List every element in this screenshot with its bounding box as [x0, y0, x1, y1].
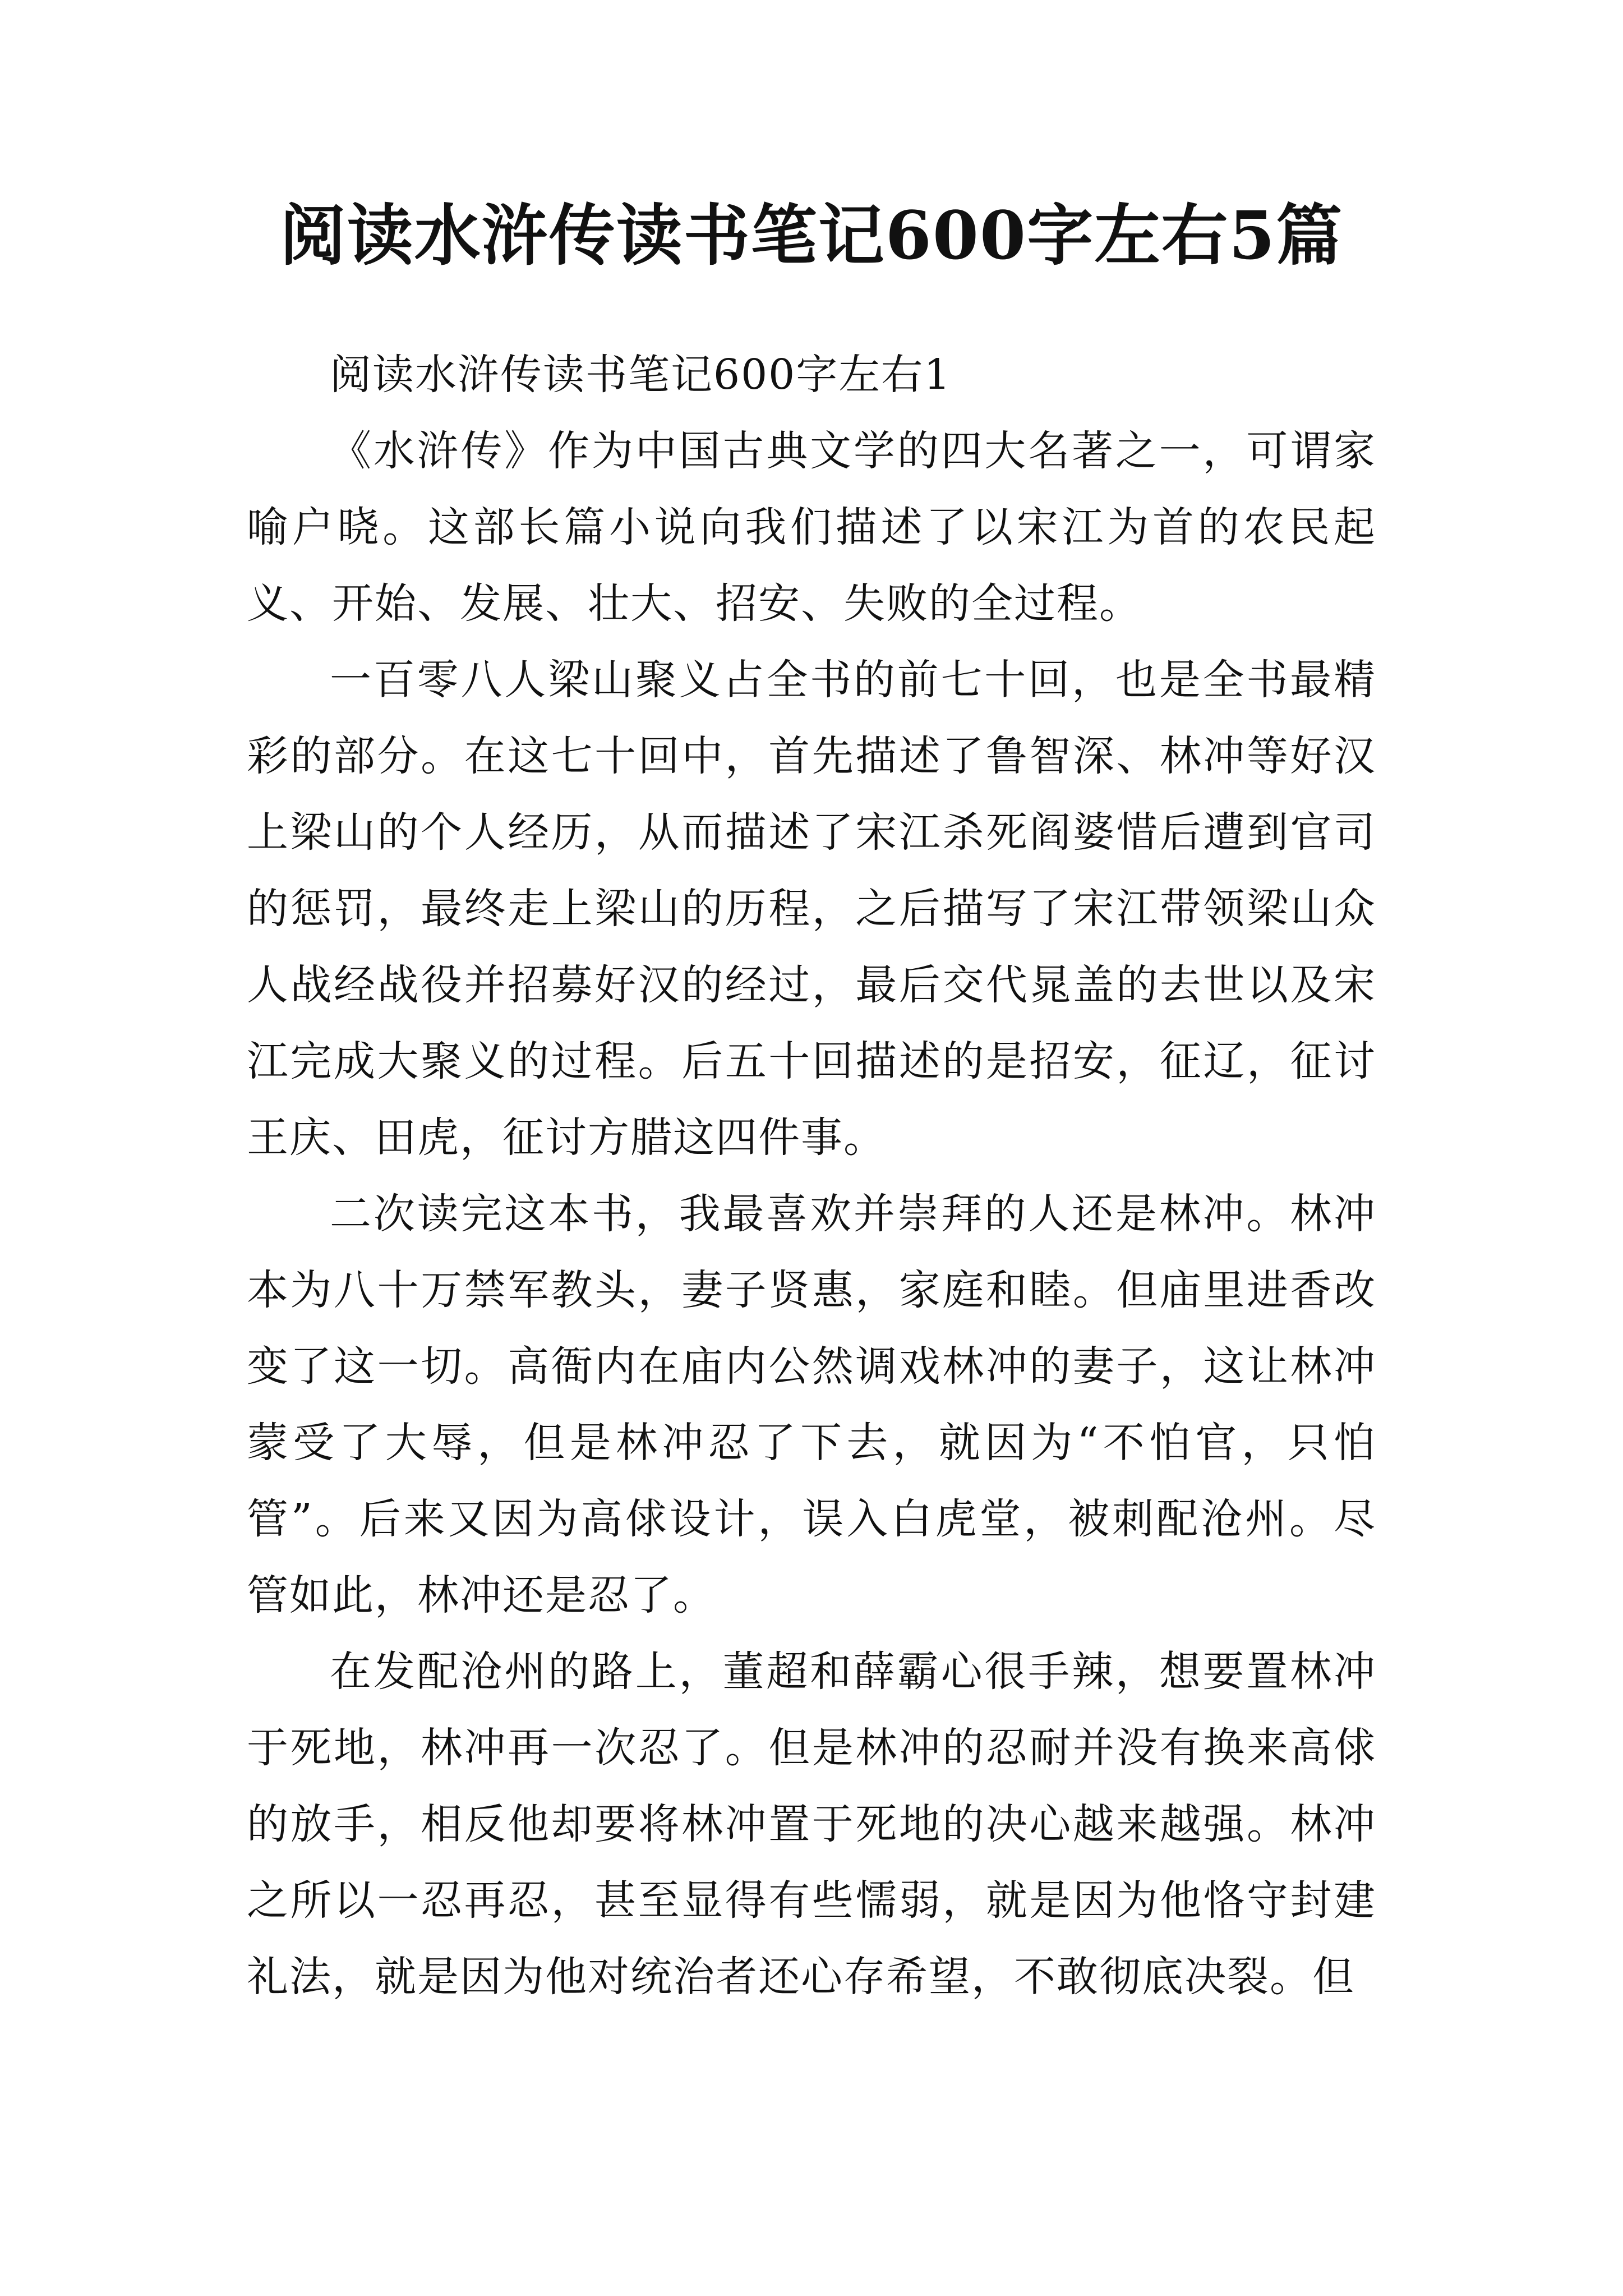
paragraph-1: 《水浒传》作为中国古典文学的四大名著之一，可谓家喻户晓。这部长篇小说向我们描述了以宋江为首的农民起义、开始、发展、壮大、招安、失败的全过程。 [247, 427, 1376, 628]
paragraph-2: 一百零八人梁山聚义占全书的前七十回，也是全书最精彩的部分。在这七十回中，首先描述了鲁智深、林冲等好汉上梁山的个人经历，从而描述了宋江杀死阎婆惜后遭到官司的惩罚，最终走上梁山的历程，之后描写了宋江带领梁山众人战经战役并招募好汉的经过，最后交代晁盖的去世以及宋江完成大聚义的过程。后五十回描述的是招安，征辽，征讨王庆、田虎，征讨方腊这四件事。 [247, 656, 1376, 1162]
document-body [247, 337, 1376, 2015]
paragraph-4: 在发配沧州的路上，董超和薛霸心很手辣，想要置林冲于死地，林冲再一次忍了。但是林冲的忍耐并没有换来高俅的放手，相反他却要将林冲置于死地的决心越来越强。林冲之所以一忍再忍，甚至显得有些懦弱，就是因为他恪守封建礼法，就是因为他对统治者还心存希望，不敢彻底决裂。但 [247, 1648, 1376, 2001]
document-title: 阅读水浒传读书笔记600字左右5篇 [279, 196, 1344, 274]
paragraph-3: 二次读完这本书，我最喜欢并崇拜的人还是林冲。林冲本为八十万禁军教头，妻子贤惠，家庭和睦。但庙里进香改变了这一切。高衙内在庙内公然调戏林冲的妻子，这让林冲蒙受了大辱，但是林冲忍了下去，就因为“不怕官，只怕管”。后来又因为高俅设计，误入白虎堂，被刺配沧州。尽管如此，林冲还是忍了。 [247, 1190, 1376, 1619]
section-heading: 阅读水浒传读书笔记600字左右1 [330, 351, 952, 399]
